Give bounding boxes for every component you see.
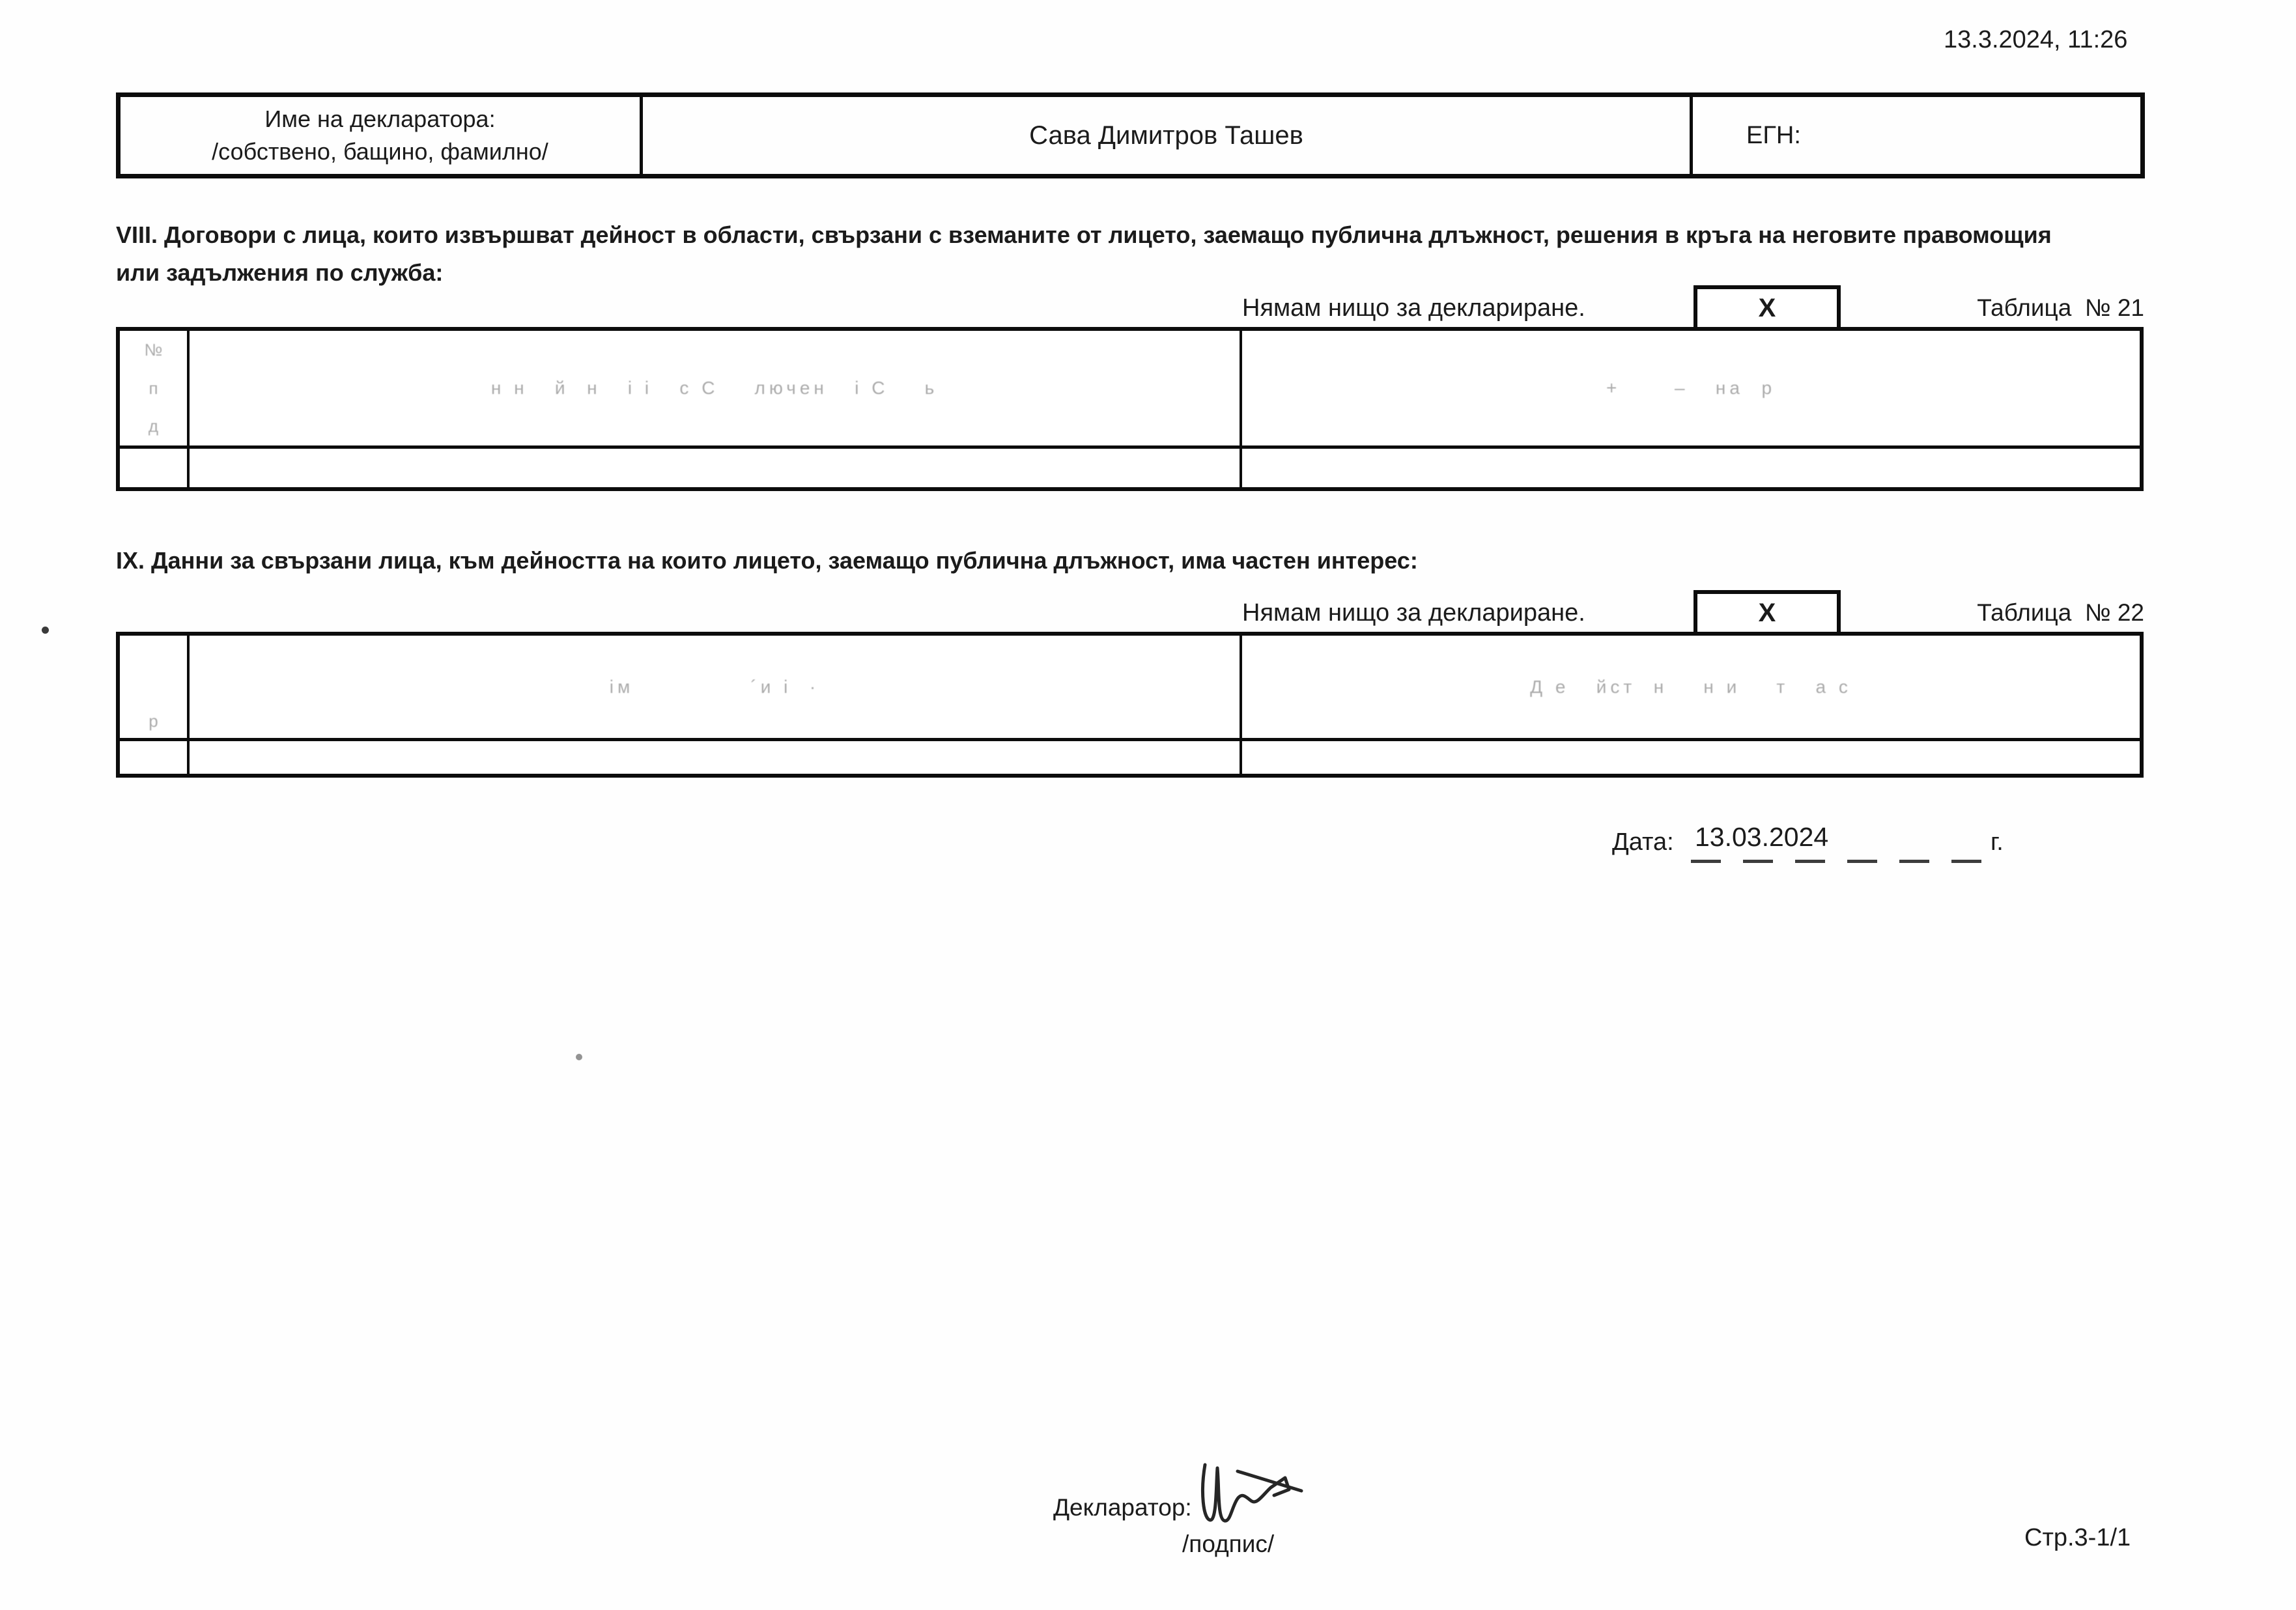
declarant-name-label-line1: Име на декларатора: xyxy=(264,106,496,132)
faint-text-fragment: ім ´и і · xyxy=(609,676,820,697)
section-viii-nothing-to-declare-checkbox xyxy=(1694,285,1841,327)
declarator-label: Декларатор: xyxy=(1053,1494,1192,1521)
table-21-col2-header-cell xyxy=(1242,331,2140,445)
page-number: Стр.3-1/1 xyxy=(2024,1524,2131,1551)
table-22 xyxy=(116,632,2144,778)
table-22-label: Таблица № 22 xyxy=(1977,599,2144,626)
declarant-name-value-cell xyxy=(643,97,1693,174)
declarant-name-label-line2: /собствено, бащино, фамилно/ xyxy=(212,138,548,165)
x-mark: X xyxy=(1758,598,1776,627)
table-22-col1-header-cell xyxy=(190,636,1242,738)
faint-text-fragment: р xyxy=(149,711,158,731)
date-label: Дата: xyxy=(1612,828,1674,856)
faint-text-fragment: № xyxy=(144,340,163,360)
table-22-col2-header-cell xyxy=(1242,636,2140,738)
table-22-rownum-header-cell xyxy=(120,636,190,738)
table-21-col1-header-cell xyxy=(190,331,1242,445)
table-22-header-row xyxy=(120,636,2140,741)
faint-text-fragment: п xyxy=(149,378,158,398)
handwritten-signature xyxy=(1197,1463,1308,1528)
faint-text-fragment: + – на р xyxy=(1606,378,1776,398)
table-21-label: Таблица № 21 xyxy=(1977,294,2144,321)
faint-text-fragment: н н й н і і с С лючен і С ь xyxy=(490,378,939,398)
section-viii-heading-line2: или задължения по служба: xyxy=(116,259,444,286)
table-21 xyxy=(116,327,2144,491)
declarant-info-table xyxy=(116,92,2145,178)
table-21-header-row xyxy=(120,331,2140,449)
table-22-empty-col2-cell xyxy=(1242,741,2140,774)
table-22-empty-rownum-cell xyxy=(120,741,190,774)
section-viii-nothing-to-declare-label: Нямам нищо за деклариране. xyxy=(1242,294,1585,322)
table-21-empty-col2-cell xyxy=(1242,449,2140,487)
date-value: 13.03.2024 xyxy=(1695,822,1829,852)
table-21-empty-col1-cell xyxy=(190,449,1242,487)
scan-speck xyxy=(576,1054,582,1060)
faint-text-fragment: Д е йст н н и т а с xyxy=(1530,676,1852,697)
table-21-rownum-header-cell xyxy=(120,331,190,445)
section-ix-nothing-to-declare-label: Нямам нищо за деклариране. xyxy=(1242,599,1585,627)
table-22-empty-col1-cell xyxy=(190,741,1242,774)
section-ix-heading: IX. Данни за свързани лица, към дейността на които лицето, заемащо публична длъжност, има частен интерес: xyxy=(116,547,1418,574)
section-viii-heading-line1: VIII. Договори с лица, които извършват дейност в области, свързани с вземаните от лицето, заемащо публична длъжност, решения в кръга на неговите правомощия xyxy=(116,221,2052,248)
scan-speck xyxy=(42,627,49,634)
date-underline xyxy=(1691,860,1989,863)
declarant-name-label-cell xyxy=(120,97,643,174)
faint-text-fragment: д xyxy=(148,416,159,436)
section-ix-nothing-to-declare-checkbox xyxy=(1694,590,1841,632)
table-21-empty-rownum-cell xyxy=(120,449,190,487)
egn-label: ЕГН: xyxy=(1746,121,1801,149)
date-year-suffix: г. xyxy=(1991,828,2004,856)
print-timestamp: 13.3.2024, 11:26 xyxy=(1944,26,2128,53)
declarant-name-value: Сава Димитров Ташев xyxy=(1029,120,1303,150)
x-mark: X xyxy=(1758,293,1776,322)
table-22-empty-row xyxy=(120,741,2140,774)
signature-caption: /подпис/ xyxy=(1182,1531,1275,1557)
egn-cell xyxy=(1693,97,2140,174)
table-21-empty-row xyxy=(120,449,2140,487)
